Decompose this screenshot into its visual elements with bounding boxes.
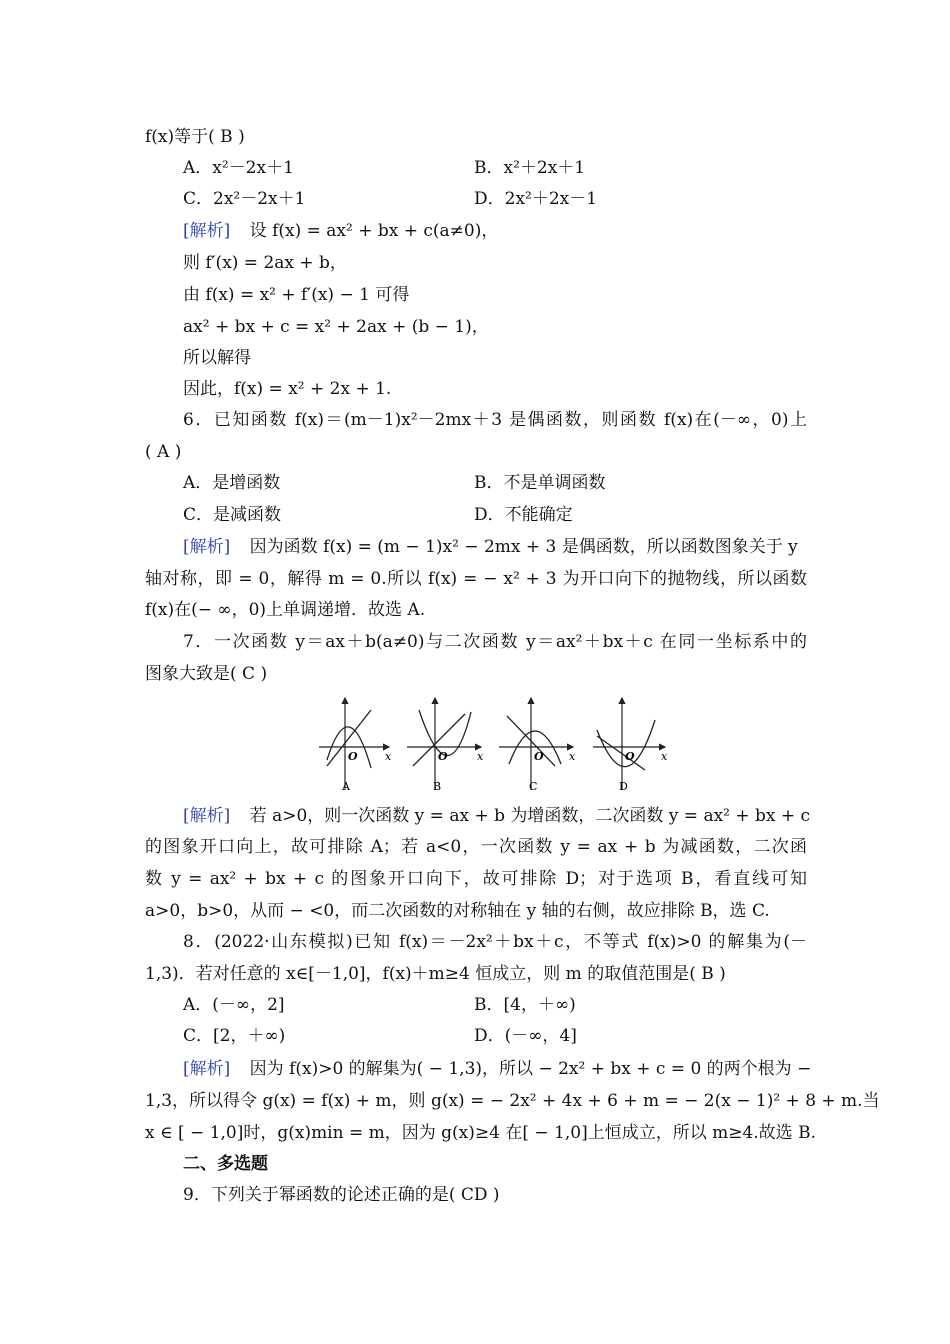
q6-option-c: C．是减函数 (183, 505, 282, 525)
axis-x-label: x (569, 750, 576, 763)
q6-analysis-line-3: f(x)在(− ∞，0)上单调递增．故选 A. (145, 600, 426, 620)
q5-analysis-line-3: 由 f(x) = x² + f′(x) − 1 可得 (183, 285, 410, 305)
analysis-text: 因为函数 f(x) = (m − 1)x² − 2mx + 3 是偶函数，所以函数图象关于 y (249, 537, 798, 557)
q5-analysis-line-1 (183, 220, 498, 242)
q6-stem-line-2: ( A ) (145, 442, 182, 462)
analysis-tag: [解析] (183, 537, 231, 557)
q8-analysis-line-1 (183, 1058, 811, 1080)
analysis-tag: [解析] (183, 1059, 231, 1079)
analysis-tag: [解析] (183, 221, 231, 241)
section-heading: 二、多选题 (183, 1154, 268, 1174)
q7-graphs-figure (313, 690, 673, 795)
q5-option-d: D．2x²＋2x－1 (474, 189, 598, 209)
q8-analysis-line-2: 1,3，所以得令 g(x) = f(x) + m，则 g(x) = − 2x² + 4x + 6 + m = − 2(x − 1)² + 8 + m.当 (145, 1091, 880, 1111)
q5-analysis-line-2: 则 f′(x) = 2ax + b， (183, 253, 347, 273)
graph-a (319, 698, 392, 793)
q9-stem: 9．下列关于幂函数的论述正确的是( CD ) (183, 1185, 500, 1205)
line (597, 736, 645, 770)
q5-option-c: C．2x²－2x＋1 (183, 189, 306, 209)
q8-option-a: A．(－∞，2] (183, 995, 285, 1015)
q5-analysis-line-4: ax² + bx + c = x² + 2ax + (b − 1)， (183, 317, 489, 337)
q6-stem-line-1: 6．已知函数 f(x)＝(m－1)x²－2mx＋3 是偶函数，则函数 f(x)在(－∞，0)上 (183, 410, 807, 430)
q8-stem-line-2: 1,3)．若对任意的 x∈[－1,0]，f(x)＋m≥4 恒成立，则 m 的取值范围是( B ) (145, 964, 726, 984)
graph-label-b: B (433, 780, 442, 793)
graph-b (407, 698, 484, 793)
analysis-text: 因为 f(x)>0 的解集为( − 1,3)，所以 − 2x² + bx + c = 0 的两个根为 − (249, 1059, 812, 1079)
q7-analysis-line-3: 数 y = ax² + bx + c 的图象开口向下，故可排除 D；对于选项 B，看直线可知 (145, 869, 807, 889)
q7-analysis-line-1 (183, 805, 810, 827)
q8-stem-line-1: 8．(2022·山东模拟)已知 f(x)＝－2x²＋bx＋c，不等式 f(x)>0 的解集为(－ (183, 932, 807, 952)
q7-stem-line-2: 图象大致是( C ) (145, 664, 268, 684)
axis-x-label: x (385, 750, 392, 763)
q8-analysis-line-3: x ∈ [ − 1,0]时，g(x)min = m，因为 g(x)≥4 在[ − 1,0]上恒成立，所以 m≥4.故选 B. (145, 1123, 816, 1143)
q5-option-a: A．x²－2x＋1 (183, 158, 294, 178)
analysis-text: 设 f(x) = ax² + bx + c(a≠0)， (249, 221, 499, 241)
q6-analysis-line-2: 轴对称，即 = 0，解得 m = 0.所以 f(x) = − x² + 3 为开口向下的抛物线，所以函数 (145, 569, 807, 589)
origin-label: O (534, 750, 544, 763)
axis-x-label: x (661, 750, 668, 763)
analysis-text: 若 a>0，则一次函数 y = ax + b 为增函数，二次函数 y = ax² + bx + c (249, 806, 811, 826)
graph-label-a: A (342, 780, 350, 793)
q8-option-b: B．[4，＋∞) (474, 995, 576, 1015)
origin-label: O (438, 750, 448, 763)
q8-option-d: D．(－∞，4] (474, 1026, 577, 1046)
q6-option-b: B．不是单调函数 (474, 473, 606, 493)
q5-stem-tail: f(x)等于( B ) (145, 127, 245, 147)
q7-stem-line-1: 7．一次函数 y＝ax＋b(a≠0)与二次函数 y＝ax²＋bx＋c 在同一坐标系中的 (183, 632, 807, 652)
q6-option-d: D．不能确定 (474, 505, 573, 525)
origin-label: O (625, 750, 635, 763)
origin-label: O (348, 750, 358, 763)
graph-d (593, 698, 668, 793)
axis-x-label: x (477, 750, 484, 763)
q8-option-c: C．[2，＋∞) (183, 1026, 286, 1046)
graph-c (499, 698, 576, 793)
q6-analysis-line-1 (183, 536, 798, 558)
parabola (419, 710, 471, 756)
q5-analysis-line-5: 所以解得 (183, 348, 251, 368)
graph-label-d: D (619, 780, 628, 793)
q6-option-a: A．是增函数 (183, 473, 281, 493)
graph-label-c: C (529, 780, 538, 793)
q7-analysis-line-4: a>0，b>0，从而 − <0，而二次函数的对称轴在 y 轴的右侧，故应排除 B，选 C. (145, 901, 770, 921)
q5-option-b: B．x²＋2x＋1 (474, 158, 586, 178)
q5-analysis-line-6: 因此，f(x) = x² + 2x + 1. (183, 379, 392, 399)
q7-analysis-line-2: 的图象开口向上，故可排除 A；若 a<0，一次函数 y = ax + b 为减函数，二次函 (145, 837, 807, 857)
analysis-tag: [解析] (183, 806, 231, 826)
